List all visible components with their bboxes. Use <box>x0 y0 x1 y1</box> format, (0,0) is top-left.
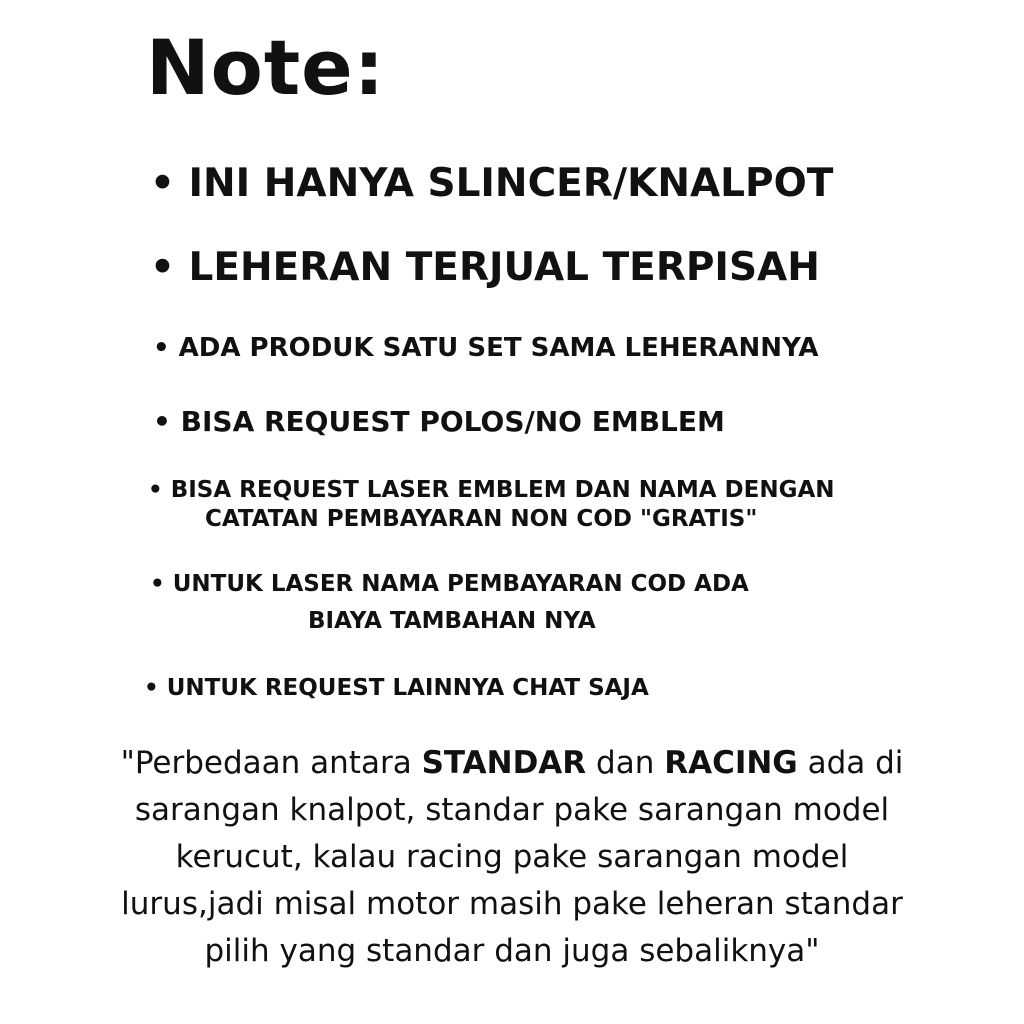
quote-text: "Perbedaan antara <box>120 745 422 781</box>
note-item-other-requests <box>144 674 649 703</box>
note-line: BIAYA TAMBAHAN NYA <box>308 607 596 634</box>
note-item-neck-sold-separately <box>150 244 820 293</box>
note-line: • LEHERAN TERJUAL TERPISAH <box>150 245 820 290</box>
note-item-laser-emblem <box>148 476 835 534</box>
note-item-set-product <box>153 332 819 365</box>
page-title: Note: <box>146 23 386 112</box>
note-line: • UNTUK REQUEST LAINNYA CHAT SAJA <box>144 675 649 701</box>
note-line: • ADA PRODUK SATU SET SAMA LEHERANNYA <box>153 333 819 363</box>
note-item-only-silencer <box>150 160 833 209</box>
note-item-laser-cod-fee <box>150 570 749 636</box>
note-line: • UNTUK LASER NAMA PEMBAYARAN COD ADA <box>150 571 749 597</box>
quote-emphasis-standar: STANDAR <box>421 745 587 781</box>
quote-emphasis-racing: RACING <box>664 745 798 781</box>
standard-vs-racing-explanation <box>100 740 924 975</box>
note-item-plain-request <box>153 404 725 439</box>
note-line: • BISA REQUEST POLOS/NO EMBLEM <box>153 405 725 438</box>
quote-text: ada di sarangan knalpot, standar pake sarangan model kerucut, kalau racing pake sarangan model lurus,jadi misal motor masih pake leheran standar pilih yang standar dan juga sebaliknya" <box>121 745 904 969</box>
quote-text: dan <box>586 745 665 781</box>
note-line: • BISA REQUEST LASER EMBLEM DAN NAMA DENGAN <box>148 477 835 503</box>
note-line: • INI HANYA SLINCER/KNALPOT <box>150 161 834 206</box>
note-line: CATATAN PEMBAYARAN NON COD "GRATIS" <box>205 505 758 532</box>
